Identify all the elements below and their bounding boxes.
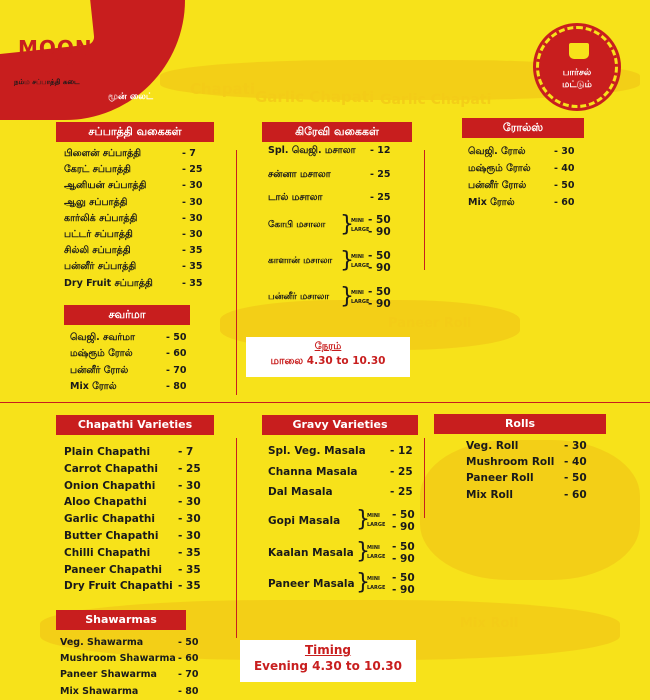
menu-item-price-small: - 50 — [392, 541, 415, 553]
menu-item-name: காளான் மசாலா — [268, 256, 333, 266]
menu-item-name: Butter Chapathi — [64, 530, 159, 542]
menu-item-price: - 30 — [564, 440, 587, 452]
size-label-large: LARGE — [351, 263, 370, 269]
logo-text-light: LIGHT — [22, 55, 94, 79]
size-label-large: LARGE — [367, 585, 386, 591]
tamil-shawarma-header: சவர்மா — [64, 305, 190, 325]
menu-item-name: Gopi Masala — [268, 515, 341, 527]
menu-item-name: சில்லி சப்பாத்தி — [64, 245, 131, 257]
tamil-chapathi-header: சப்பாத்தி வகைகள் — [56, 122, 214, 142]
size-brace: } — [340, 284, 354, 309]
menu-item-price: - 35 — [182, 277, 203, 289]
timing-title: Timing — [304, 643, 352, 657]
menu-item-name: Aloo Chapathi — [64, 496, 147, 509]
menu-item-name: Paneer Masala — [268, 578, 355, 590]
menu-item-name: Channa Masala — [268, 466, 358, 478]
menu-item-price: - 12 — [390, 445, 413, 457]
menu-item-price: - 80 — [166, 380, 187, 392]
menu-item-name: Plain Chapathi — [64, 446, 151, 458]
menu-item-price: - 50 — [554, 180, 575, 191]
logo-text-moon: MOON — [18, 36, 93, 60]
menu-item-price-large: - 90 — [368, 298, 391, 310]
menu-item-name: டால் மசாலா — [268, 192, 323, 203]
menu-item-name: மஷ்ரூம் ரோல் — [70, 348, 133, 360]
menu-item-price-large: - 90 — [368, 226, 391, 238]
size-label-large: LARGE — [367, 522, 386, 528]
logo-tamil-name: மூன் லைட் — [108, 92, 153, 102]
menu-item-price: - 12 — [370, 145, 391, 156]
menu-item-price: - 7 — [178, 446, 194, 458]
menu-item-price: - 40 — [564, 456, 587, 469]
menu-item-price: - 25 — [390, 466, 413, 478]
size-brace: } — [356, 570, 370, 595]
menu-item-name: சன்னா மசாலா — [268, 169, 331, 180]
tamil-rolls-header: ரோல்ஸ் — [462, 118, 584, 138]
tamil-timing-box — [246, 337, 410, 377]
menu-item-name: Mushroom Shawarma — [60, 653, 176, 665]
menu-item-name: பிளைன் சப்பாத்தி — [64, 148, 142, 159]
menu-item-price-small: - 50 — [392, 509, 415, 521]
menu-item-price: - 30 — [178, 513, 201, 526]
rolls-header: Rolls — [434, 414, 606, 434]
menu-item-price: - 25 — [370, 192, 391, 203]
size-label-small: MINI — [351, 218, 364, 224]
menu-item-name: Mix ரோல் — [70, 380, 117, 392]
menu-item-price: - 30 — [178, 496, 201, 509]
chapathi-varieties-header: Chapathi Varieties — [56, 415, 214, 435]
menu-item-price: - 30 — [182, 196, 203, 208]
size-label-small: MINI — [367, 576, 380, 582]
tamil-timing-title: நேரம் — [314, 341, 342, 352]
section-divider — [0, 402, 650, 403]
parcel-badge-line2: மட்டும் — [562, 80, 592, 90]
menu-item-name: Kaalan Masala — [268, 547, 354, 559]
menu-item-name: Spl. வெஜி. மசாலா — [268, 145, 356, 156]
menu-item-price: - 80 — [178, 685, 199, 697]
menu-item-name: Dry Fruit சப்பாத்தி — [64, 277, 153, 289]
watermark-text: Garlic Chapati — [255, 88, 375, 106]
menu-item-name: Veg. Roll — [466, 440, 519, 452]
menu-item-price-small: - 50 — [392, 572, 415, 584]
menu-item-price: - 30 — [178, 479, 201, 492]
size-brace: } — [340, 248, 354, 273]
menu-item-price: - 30 — [178, 530, 201, 542]
timing-box — [240, 640, 416, 682]
tamil-gravy-header: கிரேவி வகைகள் — [262, 122, 412, 142]
column-divider — [236, 438, 237, 638]
column-divider — [236, 150, 237, 395]
menu-item-price: - 60 — [166, 348, 187, 360]
timing-value: Evening 4.30 to 10.30 — [253, 659, 403, 673]
menu-item-price-large: - 90 — [392, 553, 415, 565]
menu-item-price: - 50 — [178, 637, 199, 648]
menu-item-name: கோபி மசாலா — [268, 220, 326, 230]
menu-item-name: வெஜி. சவர்மா — [70, 332, 135, 343]
menu-item-name: ஆனியன் சப்பாத்தி — [64, 180, 147, 192]
parcel-only-badge — [536, 26, 618, 108]
size-label-large: LARGE — [351, 299, 370, 305]
menu-item-name: மஷ்ரூம் ரோல் — [468, 163, 531, 174]
logo-tagline: நம்ம சப்பாத்தி கடை — [14, 78, 80, 86]
menu-item-name: Carrot Chapathi — [64, 462, 158, 475]
menu-item-price: - 35 — [182, 245, 203, 257]
size-label-large: LARGE — [351, 227, 370, 233]
menu-item-price-small: - 50 — [368, 250, 391, 262]
menu-item-price: - 30 — [554, 146, 575, 157]
menu-item-price: - 40 — [554, 163, 575, 174]
size-label-small: MINI — [367, 513, 380, 519]
menu-item-name: Mix Shawarma — [60, 685, 139, 697]
size-brace: } — [356, 539, 370, 564]
menu-item-price: - 25 — [370, 169, 391, 180]
menu-item-price: - 35 — [178, 563, 201, 576]
menu-item-price: - 50 — [564, 472, 587, 485]
size-label-small: MINI — [367, 545, 380, 551]
menu-item-price: - 50 — [166, 332, 187, 343]
menu-item-name: வெஜி. ரோல் — [468, 146, 526, 157]
column-divider — [424, 438, 425, 518]
menu-item-price: - 60 — [554, 197, 575, 208]
watermark-text: Paneer Roll — [388, 316, 472, 331]
menu-item-name: Dry Fruit Chapathi — [64, 580, 173, 593]
watermark-text: Chapati — [190, 80, 255, 98]
menu-item-price: - 25 — [178, 462, 201, 475]
gravy-varieties-header: Gravy Varieties — [262, 415, 418, 435]
menu-item-name: ஆலு சப்பாத்தி — [64, 196, 128, 208]
menu-item-name: பட்டர் சப்பாத்தி — [64, 229, 133, 240]
menu-item-price-large: - 90 — [368, 262, 391, 274]
menu-item-price: - 35 — [182, 261, 203, 273]
size-label-large: LARGE — [367, 554, 386, 560]
menu-item-price-large: - 90 — [392, 521, 415, 533]
menu-item-name: Mix ரோல் — [468, 197, 515, 208]
parcel-bag-icon — [569, 43, 589, 59]
tamil-timing-value: மாலை 4.30 to 10.30 — [270, 355, 386, 367]
menu-item-price: - 60 — [564, 488, 587, 501]
menu-item-price-large: - 90 — [392, 584, 415, 596]
watermark-text: Mix Roll — [460, 616, 519, 631]
menu-item-name: Paneer Roll — [466, 472, 534, 485]
menu-item-name: கேரட் சப்பாத்தி — [64, 164, 131, 176]
menu-item-price: - 25 — [182, 164, 203, 176]
menu-item-name: Garlic Chapathi — [64, 513, 155, 526]
menu-item-price: - 35 — [178, 580, 201, 593]
menu-item-price: - 25 — [390, 486, 413, 498]
menu-item-name: Mushroom Roll — [466, 456, 555, 469]
menu-item-price: - 70 — [166, 364, 187, 376]
menu-item-name: Dal Masala — [268, 486, 333, 498]
size-brace: } — [356, 507, 370, 532]
menu-item-price: - 70 — [178, 669, 199, 681]
menu-item-price-small: - 50 — [368, 286, 391, 298]
menu-item-name: Onion Chapathi — [64, 479, 156, 492]
menu-item-name: பன்னீர் மசாலா — [268, 292, 330, 302]
parcel-badge-line1: பார்சல் — [562, 68, 592, 78]
menu-item-name: Spl. Veg. Masala — [268, 445, 366, 457]
watermark-text: Garlic Chapati — [380, 92, 492, 108]
menu-item-name: Paneer Chapathi — [64, 563, 163, 576]
menu-item-name: Chilli Chapathi — [64, 546, 151, 559]
menu-item-price: - 7 — [182, 148, 196, 159]
menu-item-price: - 35 — [178, 546, 201, 559]
menu-item-name: பன்னீர் ரோல் — [468, 180, 527, 191]
menu-item-price: - 30 — [182, 180, 203, 192]
menu-item-price: - 30 — [182, 229, 203, 240]
menu-item-name: Paneer Shawarma — [60, 669, 157, 681]
menu-item-name: Mix Roll — [466, 488, 513, 501]
size-label-small: MINI — [351, 254, 364, 260]
shawarmas-header: Shawarmas — [56, 610, 186, 630]
menu-item-price: - 60 — [178, 653, 199, 665]
column-divider — [424, 150, 425, 270]
menu-item-price-small: - 50 — [368, 214, 391, 226]
menu-item-name: Veg. Shawarma — [60, 637, 144, 648]
menu-item-name: பன்னீர் சப்பாத்தி — [64, 261, 137, 273]
size-label-small: MINI — [351, 290, 364, 296]
menu-item-name: கார்லிக் சப்பாத்தி — [64, 212, 138, 224]
menu-item-price: - 30 — [182, 212, 203, 224]
size-brace: } — [340, 212, 354, 237]
menu-item-name: பன்னீர் ரோல் — [70, 364, 129, 376]
